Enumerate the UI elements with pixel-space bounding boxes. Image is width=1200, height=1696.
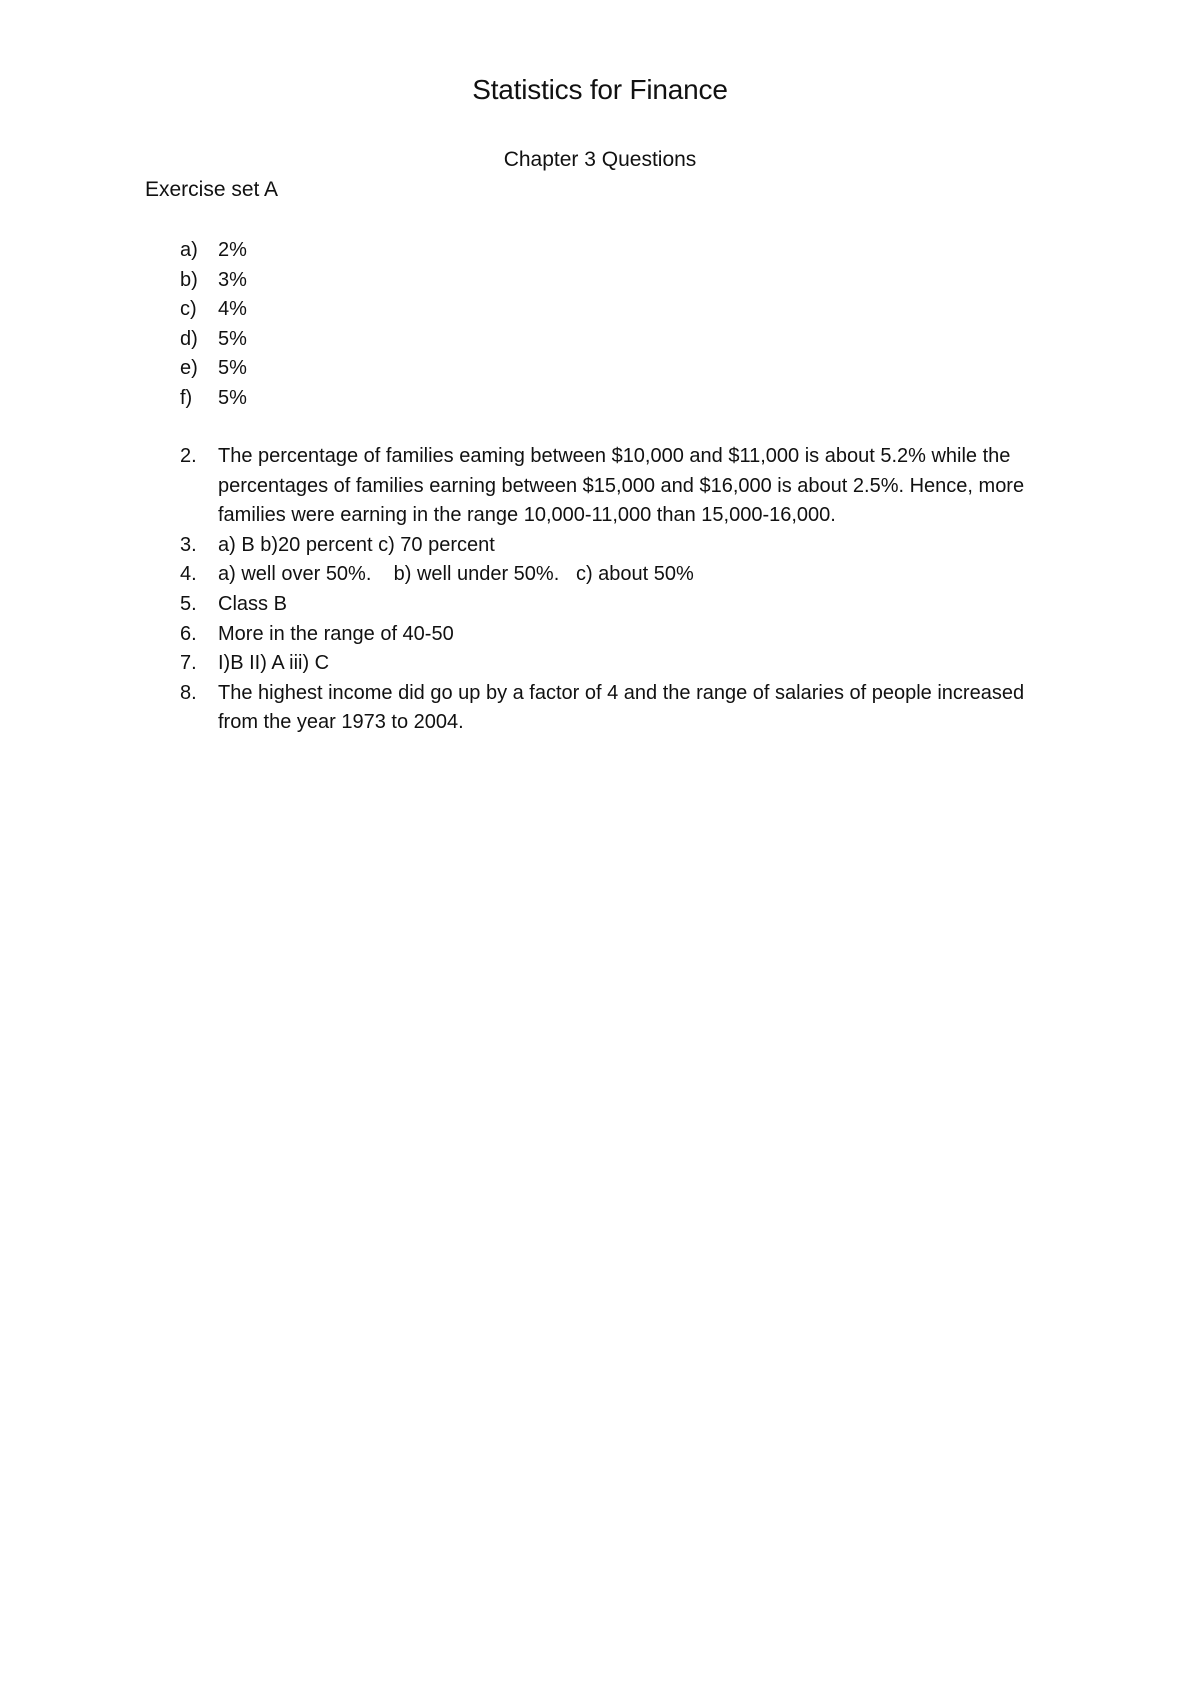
list-marker: 4. bbox=[180, 563, 197, 586]
answer-text: The highest income did go up by a factor of 4 and the range of salaries of people increased from the year 1973 to 2004. bbox=[218, 681, 1025, 734]
list-marker: 5. bbox=[180, 592, 197, 615]
list-item bbox=[0, 560, 1038, 590]
list-item bbox=[0, 590, 1038, 620]
list-marker: b) bbox=[180, 268, 198, 291]
answer-text: Class B bbox=[218, 592, 287, 615]
list-marker: 3. bbox=[180, 533, 197, 556]
answer-value: 5% bbox=[218, 357, 247, 380]
list-marker: d) bbox=[180, 327, 198, 350]
list-marker: f) bbox=[180, 386, 193, 409]
answer-text: The percentage of families eaming between $10,000 and $11,000 is about 5.2% while the percentages of families earning between $15,000 and $16,000 is about 2.5%. Hence, more families were earning in the range 10,000-11,000 than 15,000-16,000. bbox=[218, 445, 1025, 527]
list-item bbox=[0, 620, 1038, 650]
chapter-subtitle: Chapter 3 Questions bbox=[503, 148, 697, 171]
answer-text: More in the range of 40-50 bbox=[218, 622, 454, 645]
answer-value: 5% bbox=[218, 386, 247, 409]
numbered-answer-list bbox=[0, 442, 1038, 738]
list-item bbox=[0, 649, 1038, 679]
answer-text: a) B b)20 percent c) 70 percent bbox=[218, 533, 495, 556]
document-title: Statistics for Finance bbox=[472, 74, 728, 105]
list-item bbox=[0, 442, 1038, 531]
answer-text: I)B II) A iii) C bbox=[218, 652, 330, 675]
answer-value: 4% bbox=[218, 298, 247, 321]
section-label: Exercise set A bbox=[145, 178, 279, 201]
answer-value: 2% bbox=[218, 239, 247, 261]
list-marker: a) bbox=[180, 239, 198, 261]
list-marker: e) bbox=[180, 357, 198, 380]
answer-value: 5% bbox=[218, 327, 247, 350]
answer-value: 3% bbox=[218, 268, 247, 291]
list-marker: 6. bbox=[180, 622, 197, 645]
list-item bbox=[0, 531, 1038, 561]
list-marker: c) bbox=[180, 298, 197, 321]
list-marker: 8. bbox=[180, 681, 197, 704]
list-marker: 2. bbox=[180, 445, 197, 467]
answer-text: a) well over 50%. b) well under 50%. c) about 50% bbox=[218, 563, 694, 586]
list-marker: 7. bbox=[180, 652, 197, 675]
list-item bbox=[0, 679, 1038, 738]
